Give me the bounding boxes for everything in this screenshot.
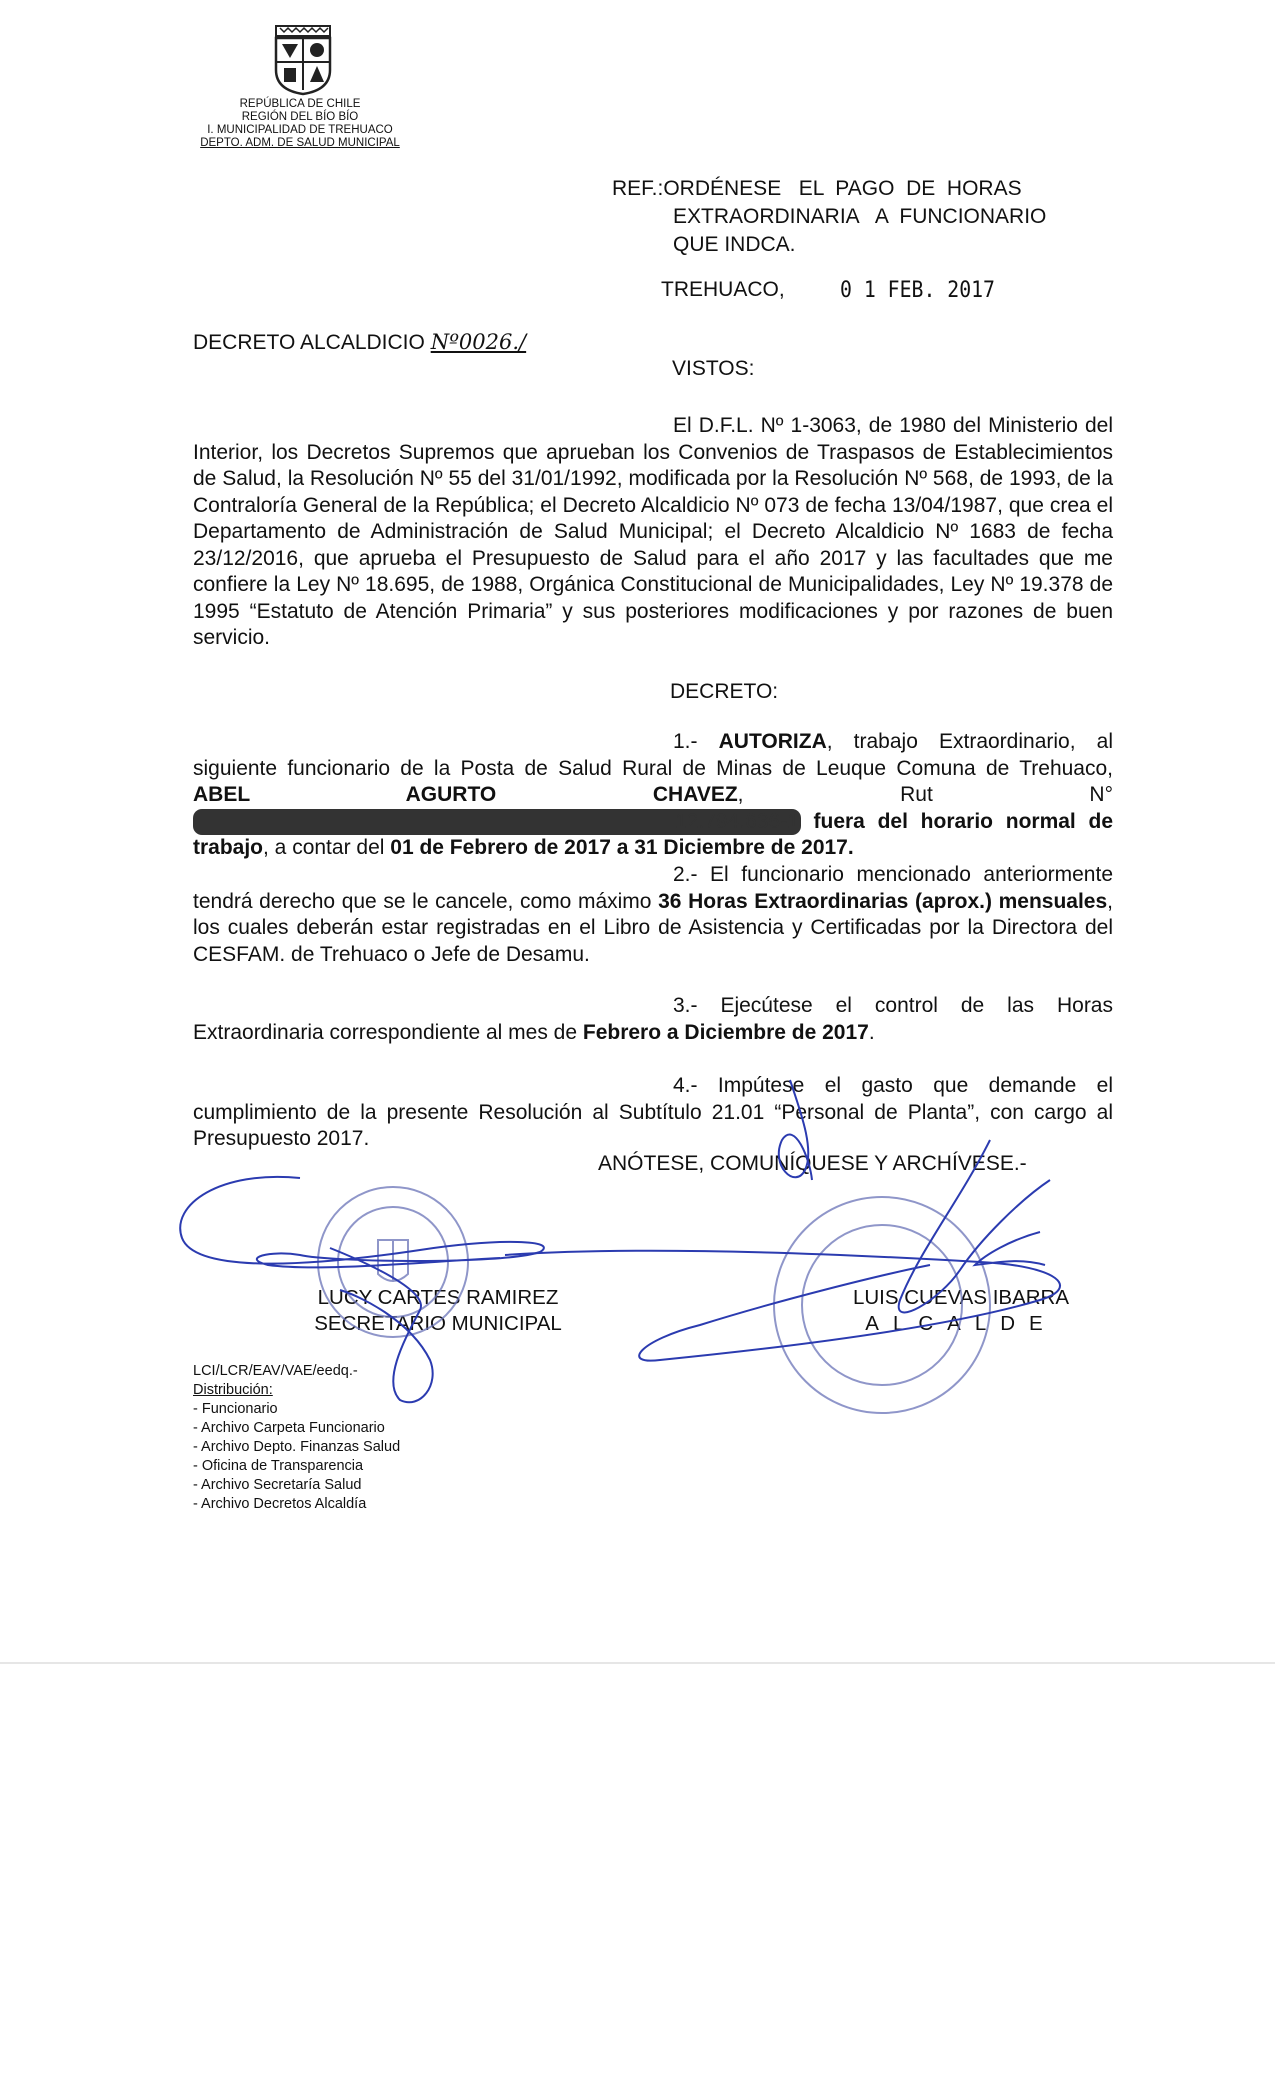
item-2-paragraph xyxy=(193,862,1113,968)
initials: LCI/LCR/EAV/VAE/eedq.- xyxy=(193,1363,358,1379)
item-3-paragraph xyxy=(193,993,1113,1046)
ref-line-1: REF.:ORDÉNESE EL PAGO DE HORAS xyxy=(612,177,1022,200)
item-2-hours: 36 Horas Extraordinarias (aprox.) mensuales xyxy=(658,889,1108,913)
decreto-heading: DECRETO: xyxy=(670,680,779,703)
header-line-municipality: I. MUNICIPALIDAD DE TREHUACO xyxy=(207,124,393,136)
distribution-item: - Funcionario xyxy=(193,1401,278,1417)
secretary-title: SECRETARIO MUNICIPAL xyxy=(314,1312,562,1335)
distribution-block xyxy=(193,1362,400,1514)
date-stamp: 0 1 FEB. 2017 xyxy=(840,278,995,303)
item-1-period: 01 de Febrero de 2017 a 31 Diciembre de 2017. xyxy=(390,836,854,859)
secretary-name: LUCY CARTES RAMIREZ xyxy=(317,1286,559,1309)
rut-label: , Rut N° xyxy=(737,783,1113,806)
item-3-period: Febrero a Diciembre de 2017 xyxy=(582,1020,869,1044)
page-edge xyxy=(0,1662,1275,1664)
vistos-heading: VISTOS: xyxy=(672,357,755,380)
place-label: TREHUACO, xyxy=(661,278,785,301)
distribution-item: - Archivo Depto. Finanzas Salud xyxy=(193,1439,401,1455)
vistos-text: El D.F.L. Nº 1-3063, de 1980 del Ministerio del Interior, los Decretos Supremos que aprueban los Convenios de Traspasos de Establecimientos de Salud, la Resolución Nº 55 del 31/01/1992, modificada por la Resolución Nº 568, de 1993, de la Contraloría General de la República; el Decreto Alcaldicio Nº 073 de fecha 13/04/1987, que crea el Departamento de Administración de Salud Municipal; el Decreto Alcaldicio Nº 1683 de fecha 23/12/2016, que aprueba el Presupuesto de Salud para el año 2017 y las facultades que me confiere la Ley Nº 18.695, de 1988, Orgánica Constitucional de Municipalidades, Ley Nº 19.378 de 1995 “Estatuto de Atención Primaria” y sus posteriores modificaciones y por razones de buen servicio. xyxy=(193,414,1113,649)
header-line-country: REPÚBLICA DE CHILE xyxy=(239,98,361,110)
decree-number xyxy=(193,330,526,355)
signature-block-mayor xyxy=(836,1285,1086,1337)
distribution-item: - Archivo Decretos Alcaldía xyxy=(193,1496,367,1512)
item-1-from: , a contar del xyxy=(263,836,391,859)
item-1-autoriza: AUTORIZA xyxy=(718,730,827,753)
distribution-heading: Distribución: xyxy=(193,1382,273,1398)
reference-block xyxy=(612,175,1046,259)
item-1-schedule: fuera del horario normal de trabajo xyxy=(193,809,1113,859)
decree-number-value: Nº0026./ xyxy=(430,330,527,354)
distribution-item: - Oficina de Transparencia xyxy=(193,1458,364,1474)
mayor-name: LUIS CUEVAS IBARRA xyxy=(852,1286,1070,1309)
item-1-paragraph xyxy=(193,729,1113,862)
ref-line-3: QUE INDCA. xyxy=(673,233,796,256)
vistos-paragraph xyxy=(193,413,1113,652)
item-4-text: 4.- Impútese el gasto que demande el cumplimiento de la presente Resolución al Subtítulo 21.01 “Personal de Planta”, con cargo al Presupuesto 2017. xyxy=(193,1074,1113,1150)
distribution-item: - Archivo Secretaría Salud xyxy=(193,1477,362,1493)
closing-formula: ANÓTESE, COMUNÍQUESE Y ARCHÍVESE.- xyxy=(598,1152,1027,1175)
item-2-text: 2.- El funcionario mencionado anteriormente tendrá derecho que se le cancele, como máximo xyxy=(193,863,1113,913)
mayor-title: ALCALDE xyxy=(865,1312,1057,1335)
distribution-item: - Archivo Carpeta Funcionario xyxy=(193,1420,385,1436)
rut-redacted: 12.794.636-1 xyxy=(193,809,801,836)
item-1-number: 1.- xyxy=(673,730,719,753)
item-4-paragraph xyxy=(193,1073,1113,1153)
signature-block-secretary xyxy=(298,1285,578,1337)
decree-label: DECRETO ALCALDICIO xyxy=(193,331,431,354)
employee-name: ABEL AGURTO CHAVEZ xyxy=(193,783,738,806)
item-3-end: . xyxy=(868,1020,875,1044)
header-line-department: DEPTO. ADM. DE SALUD MUNICIPAL xyxy=(200,137,400,149)
header-line-region: REGIÓN DEL BÍO BÍO xyxy=(241,111,359,123)
item-2-text-end: , los cuales deberán estar registradas en el Libro de Asistencia y Certificadas por la Directora del CESFAM. de Trehuaco o Jefe de Desamu. xyxy=(193,889,1114,966)
municipal-crest-logo xyxy=(270,24,336,96)
institution-header xyxy=(180,98,420,150)
ref-line-2: EXTRAORDINARIA A FUNCIONARIO xyxy=(673,205,1047,228)
item-3-text: 3.- Ejecútese el control de las Horas Extraordinaria correspondiente al mes de xyxy=(193,994,1113,1044)
item-1-text: , trabajo Extraordinario, al siguiente funcionario de la Posta de Salud Rural de Minas de Leuque Comuna de Trehuaco, xyxy=(193,730,1113,780)
